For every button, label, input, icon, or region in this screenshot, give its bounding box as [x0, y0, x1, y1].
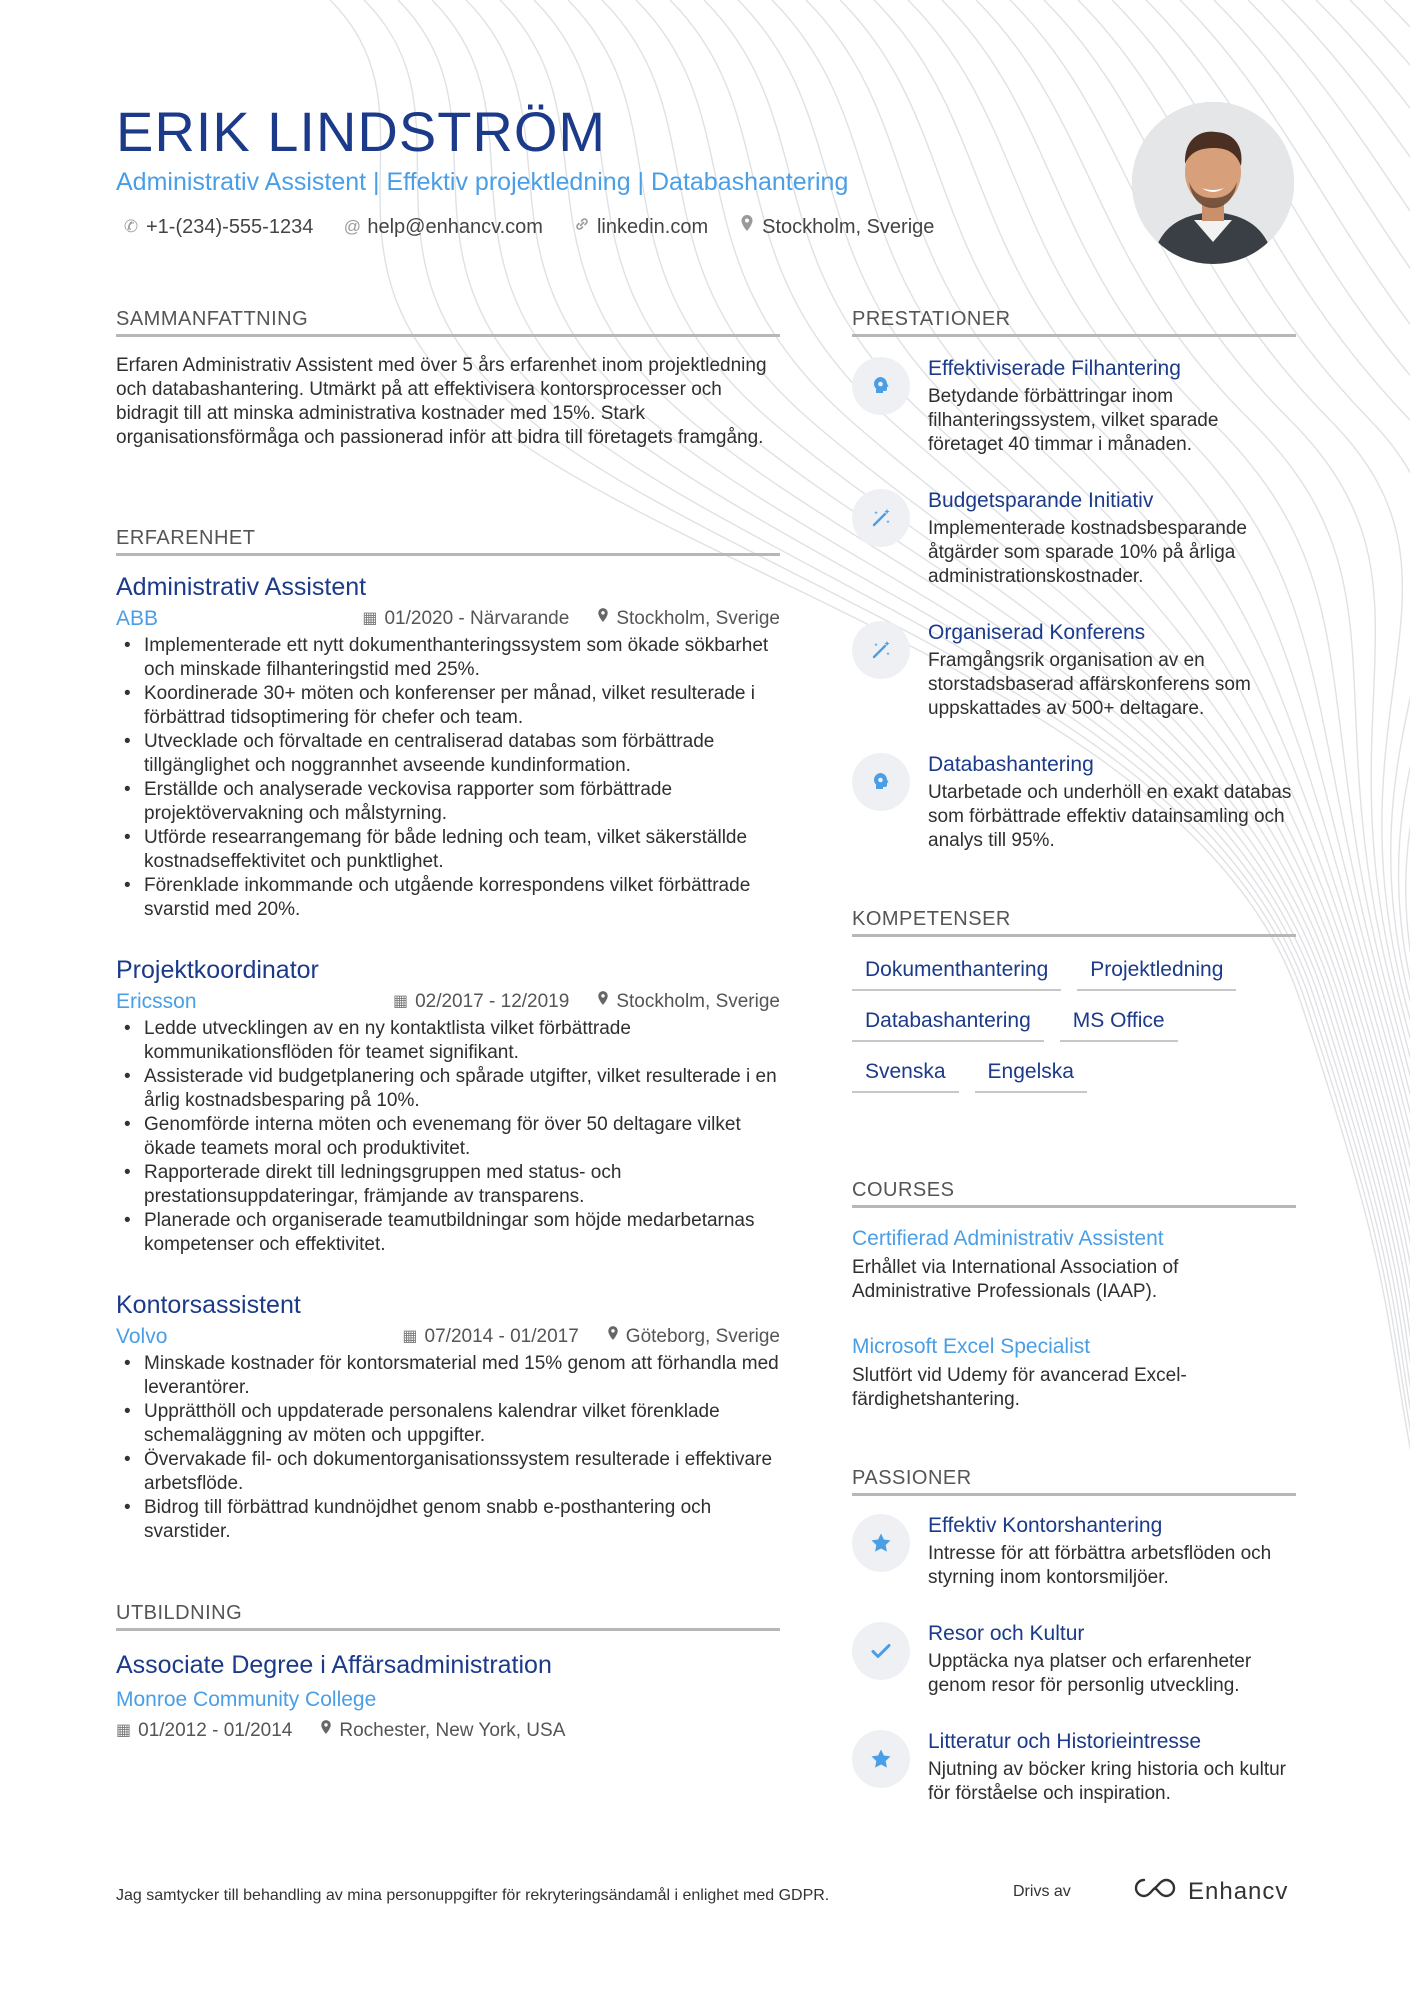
list-item: • Upprätthöll och uppdaterade personalens kalendrar vilket förenklade schemaläggning av möten och uppgifter. — [116, 1400, 780, 1448]
skill-tag: Svenska — [852, 1059, 959, 1093]
contact-bar — [122, 213, 934, 241]
contact-linkedin[interactable] — [573, 213, 708, 241]
experience-item — [116, 1290, 780, 1544]
location-icon — [597, 989, 609, 1015]
location-icon — [597, 606, 609, 632]
skill-tag: Projektledning — [1077, 957, 1236, 991]
calendar-icon: ▦ — [116, 1722, 132, 1739]
section-title-education: UTBILDNING — [116, 1601, 780, 1631]
phone-icon: ✆ — [123, 217, 139, 236]
summary-text: Erfaren Administrativ Assistent med över 5 års erfarenhet inom projektledning och databashantering. Utmärkt på att effektivisera kontorsprocesser och bidragit till att minska administrativa kostnader med 15%. Stark organisationsförmåga och passionerad inför att bidra till företagets framgång. — [116, 355, 767, 448]
enhancv-logo[interactable] — [1132, 1876, 1288, 1908]
job-title: Administrativ Assistent — [116, 573, 367, 601]
lightbulb-head-icon — [852, 753, 910, 811]
link-icon — [573, 213, 591, 241]
magic-wand-icon — [852, 621, 910, 679]
profile-photo — [1132, 102, 1294, 264]
company-name: Ericsson — [116, 990, 197, 1013]
passion-item — [852, 1728, 1296, 1806]
course-desc: Slutfört vid Udemy för avancerad Excel-färdighetshantering. — [852, 1365, 1187, 1410]
achievement-title: Databashantering — [928, 753, 1094, 776]
passion-title: Resor och Kultur — [928, 1622, 1085, 1645]
contact-location — [738, 213, 934, 241]
achievement-item — [852, 619, 1296, 721]
star-icon — [852, 1730, 910, 1788]
job-bullets — [116, 634, 780, 922]
contact-email-text: help@enhancv.com — [367, 216, 543, 238]
job-title: Projektkoordinator — [116, 956, 319, 984]
passion-desc: Intresse för att förbättra arbetsflöden och styrning inom kontorsmiljöer. — [928, 1543, 1272, 1588]
company-name: Volvo — [116, 1325, 168, 1348]
course-item — [852, 1333, 1296, 1412]
contact-linkedin-text: linkedin.com — [596, 216, 709, 238]
powered-by-label: Drivs av — [1013, 1883, 1071, 1900]
passion-item — [852, 1620, 1296, 1698]
job-bullets — [116, 1017, 780, 1257]
checkmark-icon — [852, 1622, 910, 1680]
star-icon — [852, 1514, 910, 1572]
section-title-summary: SAMMANFATTNING — [116, 307, 780, 337]
job-location: Stockholm, Sverige — [616, 608, 780, 629]
section-title-experience: ERFARENHET — [116, 526, 780, 556]
list-item: • Rapporterade direkt till ledningsgruppen med status- och prestationsuppdateringar, främjande av transparens. — [116, 1161, 780, 1209]
job-location: Stockholm, Sverige — [616, 991, 780, 1012]
course-title: Certifierad Administrativ Assistent — [852, 1227, 1164, 1250]
passion-desc: Njutning av böcker kring historia och kultur för förståelse och inspiration. — [928, 1759, 1287, 1804]
education-meta — [116, 1718, 780, 1744]
list-item: • Erställde och analyserade veckovisa rapporter som förbättrade projektövervakning och målstyrning. — [116, 778, 780, 826]
list-item: • Planerade och organiserade teamutbildningar som höjde medarbetarnas kompetenser och effektivitet. — [116, 1209, 780, 1257]
list-item: • Minskade kostnader för kontorsmaterial med 15% genom att förhandla med leverantörer. — [116, 1352, 780, 1400]
list-item: • Implementerade ett nytt dokumenthanteringssystem som ökade sökbarhet och minskade filhanteringstid med 25%. — [116, 634, 780, 682]
education-location: Rochester, New York, USA — [339, 1720, 566, 1741]
course-title: Microsoft Excel Specialist — [852, 1335, 1091, 1358]
skill-tag: MS Office — [1060, 1008, 1178, 1042]
list-item: • Koordinerade 30+ möten och konferenser per månad, vilket resulterade i förbättrad tidsoptimering för chefer och team. — [116, 682, 780, 730]
achievement-desc: Betydande förbättringar inom filhanteringssystem, vilket sparade företaget 40 timmar i månaden. — [928, 386, 1219, 455]
education-dates: 01/2012 - 01/2014 — [138, 1720, 293, 1741]
achievement-item — [852, 487, 1296, 589]
achievement-desc: Framgångsrik organisation av en storstadsbaserad affärskonferens som uppskattades av 500+ deltagare. — [928, 650, 1251, 719]
achievement-title: Organiserad Konferens — [928, 621, 1146, 644]
achievement-desc: Implementerade kostnadsbesparande åtgärder som sparade 10% på årliga administrationskostnader. — [928, 518, 1247, 587]
passion-desc: Upptäcka nya platser och erfarenheter genom resor för personlig utveckling. — [928, 1651, 1252, 1696]
calendar-icon: ▦ — [392, 993, 409, 1010]
education-school: Monroe Community College — [116, 1688, 377, 1711]
contact-email[interactable] — [343, 213, 543, 241]
job-location: Göteborg, Sverige — [625, 1326, 780, 1347]
section-title-skills: KOMPETENSER — [852, 907, 1296, 937]
skill-tag: Dokumenthantering — [852, 957, 1061, 991]
list-item: • Ledde utvecklingen av en ny kontaktlista vilket förbättrade kommunikationsflöden för teamet signifikant. — [116, 1017, 780, 1065]
job-dates: 01/2020 - Närvarande — [384, 608, 570, 629]
course-desc: Erhållet via International Association of Administrative Professionals (IAAP). — [852, 1257, 1179, 1302]
list-item: • Utvecklade och förvaltade en centraliserad databas som förbättrade tillgänglighet och noggrannhet avseende kundinformation. — [116, 730, 780, 778]
achievement-item — [852, 355, 1296, 457]
job-meta — [116, 989, 780, 1015]
skills-list — [852, 957, 1296, 1093]
job-bullets — [116, 1352, 780, 1544]
experience-item — [116, 572, 780, 922]
job-title: Kontorsassistent — [116, 1291, 301, 1319]
list-item: • Assisterade vid budgetplanering och spårade utgifter, vilket resulterade i en årlig kostnadsbesparing på 10%. — [116, 1065, 780, 1113]
location-icon — [607, 1324, 619, 1350]
list-item: • Genomförde interna möten och evenemang för över 50 deltagare vilket ökade teamets moral och produktivitet. — [116, 1113, 780, 1161]
company-name: ABB — [116, 607, 159, 630]
contact-phone[interactable] — [122, 213, 313, 241]
achievement-title: Budgetsparande Initiativ — [928, 489, 1154, 512]
achievement-desc: Utarbetade och underhöll en exakt databas som förbättrade effektiv datainsamling och analys till 95%. — [928, 782, 1292, 851]
list-item: • Utförde researrangemang för både ledning och team, vilket säkerställde kostnadseffektivitet och punktlighet. — [116, 826, 780, 874]
job-meta — [116, 606, 780, 632]
candidate-name: ERIK LINDSTRÖM — [116, 100, 607, 163]
list-item: • Övervakade fil- och dokumentorganisationssystem resulterade i effektivare arbetsflöde. — [116, 1448, 780, 1496]
brand-name: Enhancv — [1188, 1878, 1289, 1905]
magic-wand-icon — [852, 489, 910, 547]
candidate-headline: Administrativ Assistent | Effektiv projektledning | Databashantering — [116, 168, 849, 196]
contact-phone-text: +1-(234)-555-1234 — [146, 216, 314, 238]
education-degree: Associate Degree i Affärsadministration — [116, 1651, 552, 1679]
job-dates: 07/2014 - 01/2017 — [424, 1326, 579, 1347]
contact-location-text: Stockholm, Sverige — [762, 216, 935, 238]
achievement-item — [852, 751, 1296, 853]
location-icon — [320, 1718, 332, 1744]
achievement-title: Effektiviserade Filhantering — [928, 357, 1181, 380]
location-icon — [738, 213, 756, 241]
passion-title: Effektiv Kontorshantering — [928, 1514, 1163, 1537]
education-item — [116, 1650, 780, 1744]
passion-title: Litteratur och Historieintresse — [928, 1730, 1202, 1753]
at-icon: @ — [343, 217, 361, 236]
passion-item — [852, 1512, 1296, 1590]
infinity-logo-icon — [1132, 1876, 1178, 1908]
job-dates: 02/2017 - 12/2019 — [415, 991, 570, 1012]
calendar-icon: ▦ — [362, 610, 378, 627]
gdpr-consent: Jag samtycker till behandling av mina personuppgifter för rekryteringsändamål i enlighet med GDPR. — [116, 1887, 830, 1904]
calendar-icon: ▦ — [402, 1328, 418, 1345]
section-title-achievements: PRESTATIONER — [852, 307, 1296, 337]
list-item: • Förenklade inkommande och utgående korrespondens vilket förbättrade svarstid med 20%. — [116, 874, 780, 922]
skill-tag: Engelska — [975, 1059, 1087, 1093]
job-meta — [116, 1324, 780, 1350]
lightbulb-head-icon — [852, 357, 910, 415]
experience-item — [116, 955, 780, 1257]
section-title-courses: COURSES — [852, 1178, 1296, 1208]
course-item — [852, 1225, 1296, 1304]
list-item: • Bidrog till förbättrad kundnöjdhet genom snabb e-posthantering och svarstider. — [116, 1496, 780, 1544]
skill-tag: Databashantering — [852, 1008, 1044, 1042]
section-title-passions: PASSIONER — [852, 1466, 1296, 1496]
